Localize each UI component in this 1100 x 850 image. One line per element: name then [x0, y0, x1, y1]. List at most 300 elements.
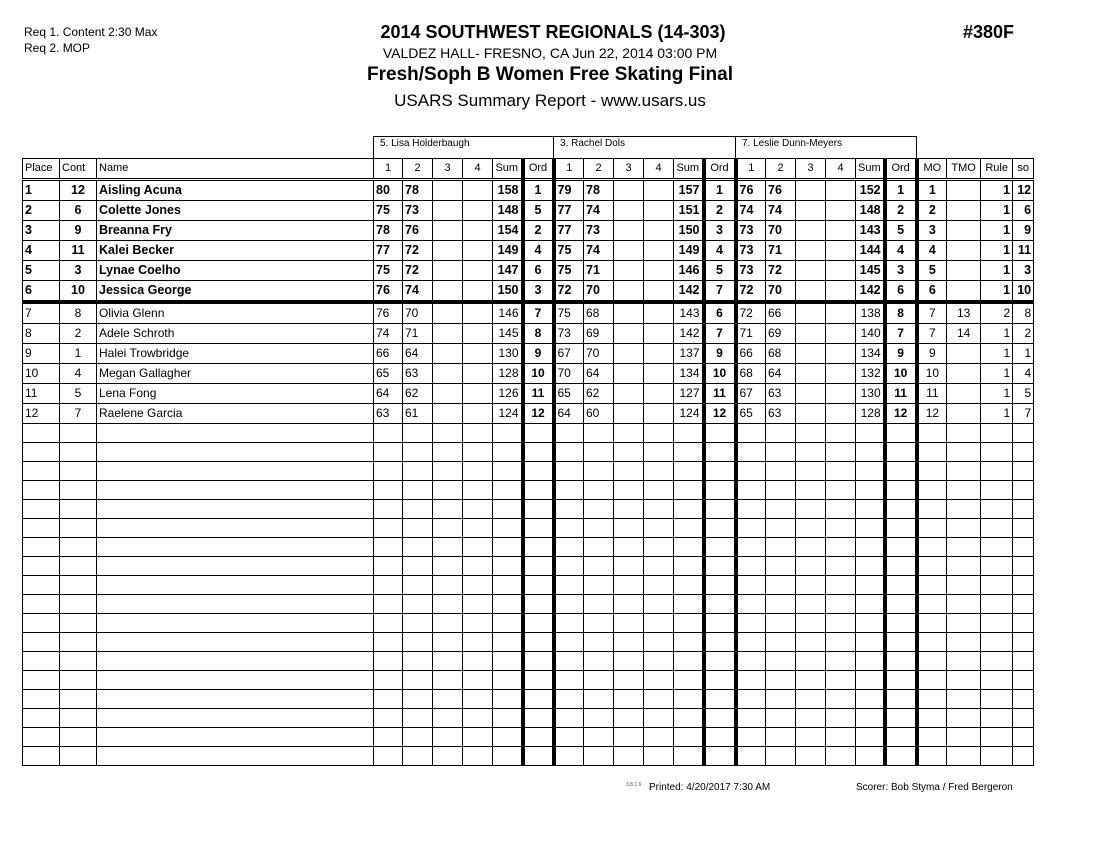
- judge2-score4: [644, 690, 674, 709]
- judge3-score4: [826, 614, 856, 633]
- cont-cell: [60, 614, 97, 633]
- judge2-score1: [554, 500, 584, 519]
- empty-row: [23, 614, 1034, 633]
- judge3-score4: [826, 201, 856, 221]
- judge2-score4: [644, 671, 674, 690]
- rule-cell: 1: [981, 344, 1013, 364]
- name-cell: [97, 424, 374, 443]
- judge3-score2: [766, 443, 796, 462]
- judge3-score2: [766, 519, 796, 538]
- judge2-score2: 70: [584, 281, 614, 303]
- header-row: [23, 159, 1034, 180]
- judge3-score1: [736, 462, 766, 481]
- mo-cell: [917, 690, 947, 709]
- judge2-score1: 73: [554, 324, 584, 344]
- name-cell: Olivia Glenn: [97, 302, 374, 324]
- cont-cell: 10: [60, 281, 97, 303]
- judge1-score2: [403, 595, 433, 614]
- table-row: [23, 241, 1034, 261]
- judge2-score3: [614, 633, 644, 652]
- cont-cell: 12: [60, 180, 97, 201]
- judge2-sum: [674, 728, 704, 747]
- judge2-score1: [554, 443, 584, 462]
- cont-cell: [60, 747, 97, 766]
- so-cell: [1013, 709, 1034, 728]
- judge1-score3: [433, 709, 463, 728]
- tmo-cell: [947, 281, 981, 303]
- judge1-sum: [493, 671, 523, 690]
- judge2-score2: [584, 652, 614, 671]
- cont-cell: [60, 709, 97, 728]
- so-cell: [1013, 747, 1034, 766]
- judge3-ordinal: [885, 595, 917, 614]
- judge1-ordinal: [523, 424, 554, 443]
- cont-cell: 4: [60, 364, 97, 384]
- judge1-score2: [403, 652, 433, 671]
- judge3-score4: [826, 557, 856, 576]
- tmo-cell: [947, 241, 981, 261]
- place-cell: [23, 747, 60, 766]
- judge2-score2: 69: [584, 324, 614, 344]
- judge1-ordinal: [523, 462, 554, 481]
- name-cell: [97, 462, 374, 481]
- name-cell: [97, 690, 374, 709]
- judge3-ordinal: 7: [885, 324, 917, 344]
- judge2-score3: [614, 481, 644, 500]
- judge2-score4: [644, 614, 674, 633]
- judge3-sum: [856, 424, 885, 443]
- judge1-ordinal: 11: [523, 384, 554, 404]
- judge1-score1: [374, 424, 403, 443]
- judge1-score2: 63: [403, 364, 433, 384]
- judge3-ordinal: [885, 576, 917, 595]
- rule-cell: [981, 424, 1013, 443]
- judge3-score4: [826, 519, 856, 538]
- judge3-ordinal: 12: [885, 404, 917, 424]
- judge3-ordinal: 6: [885, 281, 917, 303]
- mo-cell: 6: [917, 281, 947, 303]
- judge3-score2: 68: [766, 344, 796, 364]
- judge1-score2: 72: [403, 261, 433, 281]
- judge2-score3: [614, 201, 644, 221]
- empty-row: [23, 633, 1034, 652]
- judge1-score2: 70: [403, 302, 433, 324]
- cont-cell: [60, 557, 97, 576]
- judge2-score4: [644, 481, 674, 500]
- judge2-sum: 127: [674, 384, 704, 404]
- judge1-score4: [463, 538, 493, 557]
- tmo-cell: [947, 344, 981, 364]
- judge3-ordinal: 8: [885, 302, 917, 324]
- judge2-sum: [674, 690, 704, 709]
- judge2-sum: 137: [674, 344, 704, 364]
- judge1-sum: [493, 576, 523, 595]
- name-cell: [97, 728, 374, 747]
- judge1-score1: 63: [374, 404, 403, 424]
- judge3-sum: [856, 576, 885, 595]
- name-cell: [97, 709, 374, 728]
- judge3-sum: 134: [856, 344, 885, 364]
- judge2-score3: [614, 324, 644, 344]
- judge3-ordinal: 9: [885, 344, 917, 364]
- judge1-sum: 150: [493, 281, 523, 303]
- judge2-score3: [614, 180, 644, 201]
- judge2-ordinal: 12: [704, 404, 736, 424]
- judge2-score1: [554, 747, 584, 766]
- judge2-score3: [614, 519, 644, 538]
- judge2-ordinal: [704, 576, 736, 595]
- judge3-score3: [796, 221, 826, 241]
- place-cell: 4: [23, 241, 60, 261]
- so-cell: 5: [1013, 384, 1034, 404]
- mo-cell: 9: [917, 344, 947, 364]
- table-row: [23, 221, 1034, 241]
- judge2-sum: 151: [674, 201, 704, 221]
- judge1-score3: [433, 557, 463, 576]
- judge3-score4: [826, 728, 856, 747]
- place-cell: 8: [23, 324, 60, 344]
- judge1-score1: 78: [374, 221, 403, 241]
- judge1-score3: [433, 443, 463, 462]
- tmo-cell: [947, 462, 981, 481]
- judge3-score2: [766, 424, 796, 443]
- rule-cell: [981, 709, 1013, 728]
- mo-cell: [917, 462, 947, 481]
- col-j2-sum: Sum: [674, 159, 704, 180]
- judge2-score4: [644, 747, 674, 766]
- judge2-score3: [614, 747, 644, 766]
- judge2-score4: [644, 652, 674, 671]
- judge3-score2: [766, 652, 796, 671]
- judge1-score4: [463, 462, 493, 481]
- judge3-sum: 145: [856, 261, 885, 281]
- judge1-sum: [493, 519, 523, 538]
- judge1-sum: 147: [493, 261, 523, 281]
- judge3-sum: 140: [856, 324, 885, 344]
- judge2-ordinal: [704, 443, 736, 462]
- judge3-score1: [736, 671, 766, 690]
- cont-cell: [60, 519, 97, 538]
- judge2-score4: [644, 344, 674, 364]
- table-row: [23, 302, 1034, 324]
- judge2-ordinal: [704, 728, 736, 747]
- judge1-ordinal: 8: [523, 324, 554, 344]
- judge1-sum: 148: [493, 201, 523, 221]
- judge3-score1: [736, 614, 766, 633]
- judge3-score4: [826, 538, 856, 557]
- judge2-sum: [674, 576, 704, 595]
- tmo-cell: [947, 443, 981, 462]
- judge3-score1: [736, 709, 766, 728]
- judge3-sum: [856, 462, 885, 481]
- judge1-score1: 80: [374, 180, 403, 201]
- so-cell: [1013, 424, 1034, 443]
- rule-cell: [981, 690, 1013, 709]
- judge3-score4: [826, 180, 856, 201]
- judge3-score4: [826, 500, 856, 519]
- mo-cell: [917, 576, 947, 595]
- judge1-score4: [463, 404, 493, 424]
- rule-cell: 1: [981, 384, 1013, 404]
- col-j1-sum: Sum: [493, 159, 523, 180]
- place-cell: [23, 671, 60, 690]
- judge2-score2: 73: [584, 221, 614, 241]
- judge1-score2: [403, 424, 433, 443]
- cont-cell: [60, 538, 97, 557]
- judge1-score4: [463, 261, 493, 281]
- place-cell: [23, 595, 60, 614]
- empty-row: [23, 500, 1034, 519]
- judge1-score2: 78: [403, 180, 433, 201]
- so-cell: 8: [1013, 302, 1034, 324]
- col-j1-s1: 1: [374, 159, 403, 180]
- judge1-score1: 77: [374, 241, 403, 261]
- judge2-ordinal: [704, 481, 736, 500]
- judge1-sum: 130: [493, 344, 523, 364]
- judge3-score3: [796, 324, 826, 344]
- judge2-sum: [674, 671, 704, 690]
- judge2-score2: 64: [584, 364, 614, 384]
- judge1-ordinal: [523, 747, 554, 766]
- cont-cell: 2: [60, 324, 97, 344]
- judge2-score3: [614, 384, 644, 404]
- judge2-score2: [584, 557, 614, 576]
- judge3-score3: [796, 576, 826, 595]
- judge3-score4: [826, 671, 856, 690]
- judge1-score3: [433, 519, 463, 538]
- judge1-sum: [493, 690, 523, 709]
- judge3-ordinal: [885, 614, 917, 633]
- judge1-ordinal: [523, 481, 554, 500]
- cont-cell: 6: [60, 201, 97, 221]
- judge2-sum: 142: [674, 281, 704, 303]
- judge2-score3: [614, 241, 644, 261]
- judge1-score4: [463, 281, 493, 303]
- judge1-score1: [374, 671, 403, 690]
- so-cell: [1013, 633, 1034, 652]
- judge-header-2: 3. Rachel Dols: [553, 136, 736, 158]
- mo-cell: 10: [917, 364, 947, 384]
- judge1-score1: [374, 595, 403, 614]
- judge1-score1: [374, 747, 403, 766]
- judge2-sum: 146: [674, 261, 704, 281]
- judge1-score3: [433, 500, 463, 519]
- judge1-score4: [463, 633, 493, 652]
- judge3-ordinal: 10: [885, 364, 917, 384]
- judge1-score3: [433, 324, 463, 344]
- judge3-sum: 128: [856, 404, 885, 424]
- name-cell: [97, 652, 374, 671]
- judge1-score2: [403, 576, 433, 595]
- judge3-score2: [766, 576, 796, 595]
- judge3-score4: [826, 481, 856, 500]
- judge1-score2: [403, 538, 433, 557]
- judge1-score4: [463, 652, 493, 671]
- col-j3-s3: 3: [796, 159, 826, 180]
- judge3-ordinal: [885, 557, 917, 576]
- so-cell: 9: [1013, 221, 1034, 241]
- tmo-cell: [947, 364, 981, 384]
- judge1-score1: [374, 500, 403, 519]
- judge3-score1: [736, 500, 766, 519]
- cont-cell: 11: [60, 241, 97, 261]
- judge2-score2: [584, 443, 614, 462]
- so-cell: 12: [1013, 180, 1034, 201]
- judge1-score2: 74: [403, 281, 433, 303]
- judge1-score1: [374, 614, 403, 633]
- judge1-score1: [374, 576, 403, 595]
- judge2-sum: [674, 709, 704, 728]
- rule-cell: [981, 538, 1013, 557]
- judge2-score2: 74: [584, 241, 614, 261]
- so-cell: [1013, 576, 1034, 595]
- mo-cell: [917, 443, 947, 462]
- mo-cell: [917, 519, 947, 538]
- place-cell: 12: [23, 404, 60, 424]
- table-row: [23, 201, 1034, 221]
- col-j1-ord: Ord: [523, 159, 554, 180]
- place-cell: 6: [23, 281, 60, 303]
- judge1-score4: [463, 557, 493, 576]
- empty-row: [23, 538, 1034, 557]
- col-j2-ord: Ord: [704, 159, 736, 180]
- judge1-ordinal: [523, 614, 554, 633]
- judge2-score1: [554, 709, 584, 728]
- judge2-sum: 157: [674, 180, 704, 201]
- col-j3-s2: 2: [766, 159, 796, 180]
- cont-cell: [60, 576, 97, 595]
- judge3-sum: 143: [856, 221, 885, 241]
- place-cell: [23, 690, 60, 709]
- judge2-score2: [584, 576, 614, 595]
- judge3-sum: 130: [856, 384, 885, 404]
- mo-cell: 1: [917, 180, 947, 201]
- name-cell: [97, 576, 374, 595]
- judge1-score3: [433, 344, 463, 364]
- judge3-ordinal: [885, 690, 917, 709]
- judge3-score3: [796, 481, 826, 500]
- judge2-score2: 60: [584, 404, 614, 424]
- judge1-score4: [463, 519, 493, 538]
- competition-title: 2014 SOUTHWEST REGIONALS (14-303): [380, 22, 726, 42]
- empty-row: [23, 424, 1034, 443]
- judge1-ordinal: [523, 690, 554, 709]
- judge2-score4: [644, 462, 674, 481]
- judge3-score1: [736, 747, 766, 766]
- judge1-sum: 126: [493, 384, 523, 404]
- judge2-ordinal: 9: [704, 344, 736, 364]
- judge1-score3: [433, 221, 463, 241]
- judge1-score3: [433, 728, 463, 747]
- judge3-score4: [826, 747, 856, 766]
- tmo-cell: [947, 576, 981, 595]
- col-rule: Rule: [981, 159, 1013, 180]
- judge1-ordinal: 10: [523, 364, 554, 384]
- name-cell: [97, 481, 374, 500]
- so-cell: [1013, 671, 1034, 690]
- judge3-score1: 76: [736, 180, 766, 201]
- judge3-score4: [826, 384, 856, 404]
- tmo-cell: [947, 180, 981, 201]
- judge1-score3: [433, 481, 463, 500]
- judge3-score1: [736, 519, 766, 538]
- judge3-score2: 74: [766, 201, 796, 221]
- judge2-score4: [644, 281, 674, 303]
- judge2-score1: 65: [554, 384, 584, 404]
- judge1-score3: [433, 614, 463, 633]
- judge1-score2: 61: [403, 404, 433, 424]
- judge2-score2: [584, 709, 614, 728]
- judge1-score3: [433, 652, 463, 671]
- judge2-ordinal: [704, 595, 736, 614]
- name-cell: [97, 614, 374, 633]
- judge2-score1: 77: [554, 221, 584, 241]
- judge1-sum: 158: [493, 180, 523, 201]
- rule-cell: [981, 557, 1013, 576]
- mo-cell: 4: [917, 241, 947, 261]
- judge2-score1: 64: [554, 404, 584, 424]
- so-cell: [1013, 519, 1034, 538]
- place-cell: [23, 614, 60, 633]
- tmo-cell: [947, 728, 981, 747]
- tmo-cell: 13: [947, 302, 981, 324]
- judge1-score1: [374, 481, 403, 500]
- judge3-score4: [826, 652, 856, 671]
- judge1-ordinal: [523, 633, 554, 652]
- name-cell: [97, 595, 374, 614]
- tmo-cell: [947, 424, 981, 443]
- judge3-score2: [766, 557, 796, 576]
- mo-cell: 7: [917, 302, 947, 324]
- name-cell: Adele Schroth: [97, 324, 374, 344]
- judge2-score3: [614, 614, 644, 633]
- col-j1-s2: 2: [403, 159, 433, 180]
- judge1-score3: [433, 404, 463, 424]
- judge2-score2: [584, 633, 614, 652]
- judge2-score1: [554, 614, 584, 633]
- tmo-cell: [947, 519, 981, 538]
- judge1-sum: 128: [493, 364, 523, 384]
- judge1-score2: 72: [403, 241, 433, 261]
- judge2-score1: 72: [554, 281, 584, 303]
- judge1-score4: [463, 302, 493, 324]
- judge2-sum: 142: [674, 324, 704, 344]
- judge3-score2: [766, 462, 796, 481]
- judge3-sum: 132: [856, 364, 885, 384]
- table-row: [23, 364, 1034, 384]
- judge2-ordinal: [704, 557, 736, 576]
- judge3-score3: [796, 671, 826, 690]
- judge1-score1: [374, 652, 403, 671]
- judge3-score2: [766, 728, 796, 747]
- judge1-score2: 64: [403, 344, 433, 364]
- tmo-cell: [947, 500, 981, 519]
- judge1-score2: [403, 443, 433, 462]
- so-cell: [1013, 690, 1034, 709]
- judge2-score1: 67: [554, 344, 584, 364]
- event-number: #380F: [963, 22, 1015, 42]
- judge3-score2: [766, 538, 796, 557]
- place-cell: [23, 576, 60, 595]
- judge2-score3: [614, 538, 644, 557]
- rule-cell: [981, 614, 1013, 633]
- judge3-ordinal: [885, 728, 917, 747]
- judge2-ordinal: [704, 500, 736, 519]
- tmo-cell: [947, 538, 981, 557]
- judge1-sum: 146: [493, 302, 523, 324]
- judge1-sum: [493, 595, 523, 614]
- judge3-score3: [796, 557, 826, 576]
